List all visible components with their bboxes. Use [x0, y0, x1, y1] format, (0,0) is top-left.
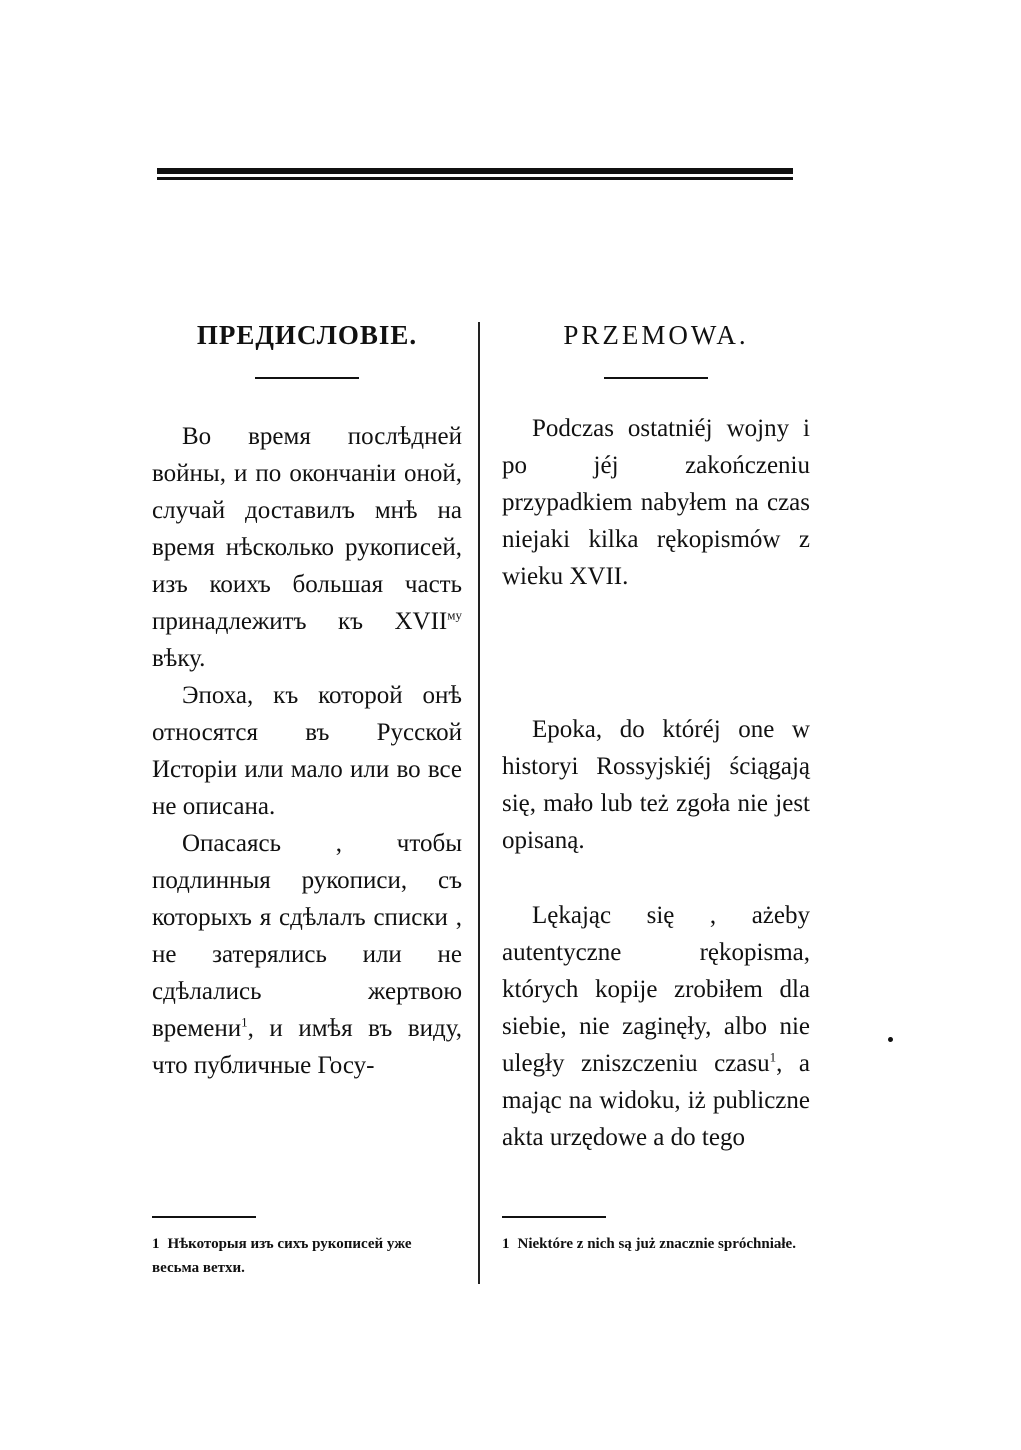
- right-paragraph-3: Lękając się , ażeby autentyczne rękopisma, których kopije zrobiłem dla siebie, nie zaginęły, albo nie uległy zniszczeniu czasu$^1$, a mając na widoku, iż publiczne akta urzędowe a do tego: [502, 902, 810, 1151]
- left-footnote-rule: [152, 1216, 256, 1218]
- left-column: [152, 310, 462, 1276]
- top-rule-thick: [157, 168, 793, 174]
- right-footnote: [502, 1232, 810, 1256]
- right-body: [502, 410, 810, 595]
- left-body: [152, 418, 462, 1084]
- left-heading-rule: [255, 377, 359, 379]
- left-footnote-number: 1: [152, 1236, 160, 1252]
- left-paragraph-2: Эпоха, къ которой онѣ относятся въ Русской Исторіи или мало или во все не описана.: [152, 682, 462, 820]
- left-paragraph-3: Опасаясь , чтобы подлинныя рукописи, съ которыхъ я сдѣлалъ списки , не затерялись или не сдѣлались жертвою времени$^1$, и имѣя въ виду, что публичные Госу-: [152, 830, 462, 1079]
- left-footnote-text: Нѣкоторыя изъ сихъ рукописей уже весьма ветхи.: [152, 1236, 412, 1276]
- left-footnote-marker: 1: [241, 1014, 248, 1030]
- right-footnote-marker: 1: [769, 1049, 777, 1065]
- right-column: [502, 310, 810, 1252]
- right-heading: PRZEMOWA.: [563, 320, 749, 350]
- ink-speck: [888, 1037, 893, 1042]
- top-double-rule: [157, 168, 793, 181]
- left-footnote: [152, 1232, 462, 1280]
- right-body-3: [502, 897, 810, 1156]
- left-heading: ПРЕДИСЛОВІЕ.: [196, 320, 418, 350]
- right-footnote-text: Niektóre z nich są już znacznie spróchniałe.: [517, 1236, 796, 1252]
- right-paragraph-1: Podczas ostatniéj wojny i po jéj zakończeniu przypadkiem nabyłem na czas niejaki kilka rękopismów z wieku XVII.: [502, 415, 810, 590]
- right-body-2: [502, 711, 810, 859]
- right-footnote-rule: [502, 1216, 606, 1218]
- top-rule-thin: [157, 177, 793, 180]
- right-paragraph-2: Epoka, do któréj one w historyi Rossyjskiéj ściągają się, mało lub też zgoła nie jest opisaną.: [502, 716, 810, 854]
- right-footnote-number: 1: [502, 1236, 510, 1252]
- column-divider: [478, 322, 480, 1284]
- right-heading-rule: [604, 377, 708, 379]
- left-p1-superscript: му: [447, 607, 462, 623]
- left-paragraph-1: Во время послѣдней войны, и по окончаніи оной, случай доставилъ мнѣ на время нѣсколько рукописей, изъ коихъ большая часть принадлежитъ къ $XVII^{му}$ вѣку.: [152, 423, 462, 672]
